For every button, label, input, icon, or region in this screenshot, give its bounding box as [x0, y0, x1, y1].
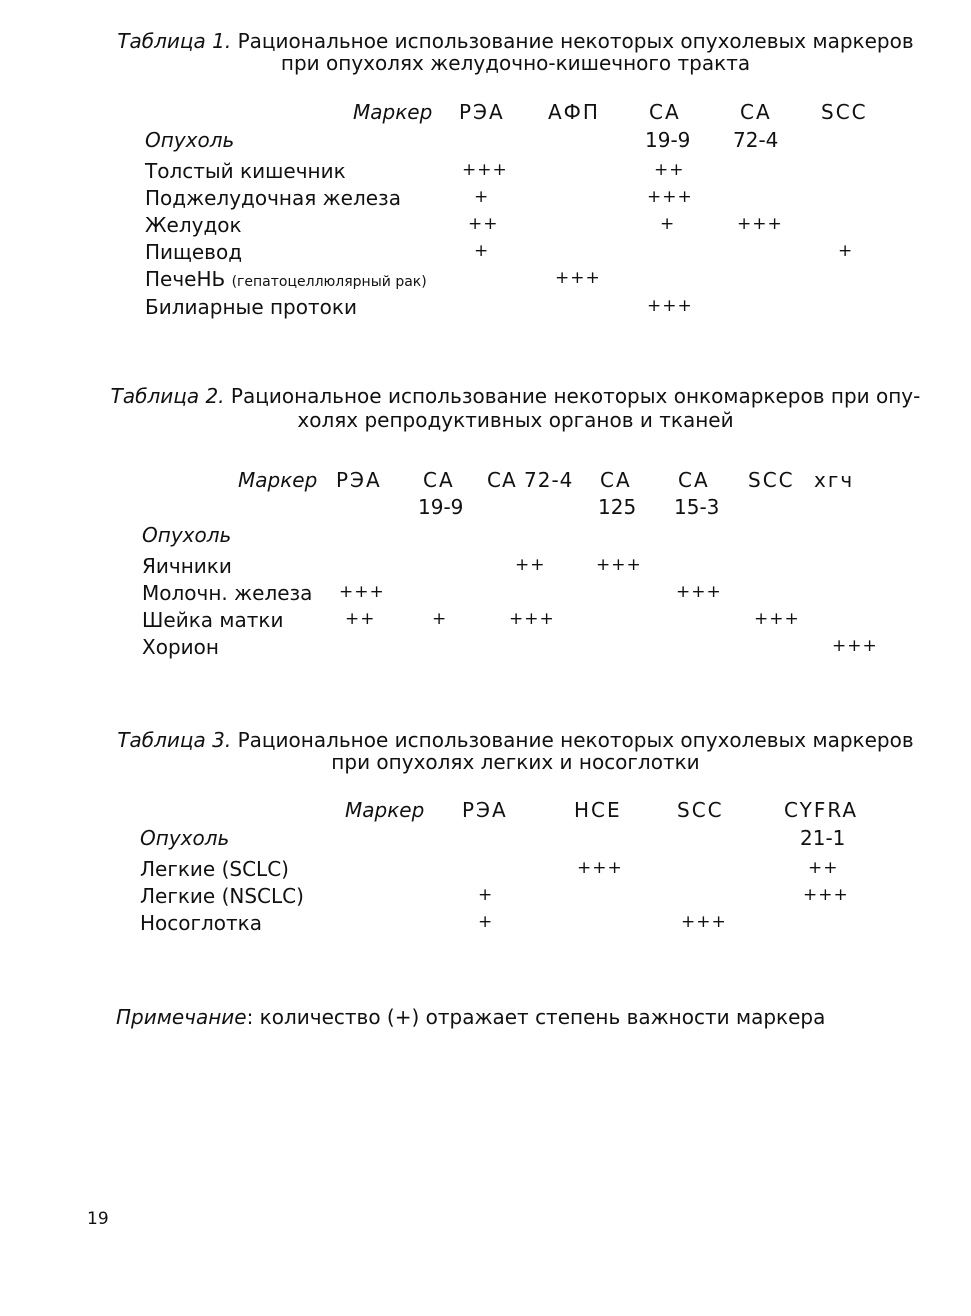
table2-cell: +++: [832, 636, 878, 656]
table1-cell: +++: [647, 296, 693, 316]
table1-cell: +++: [647, 187, 693, 207]
table2-tumor-label: Опухоль: [142, 523, 232, 547]
table3-row-name: Носоглотка: [140, 911, 263, 935]
table3-col-4-sub: 21-1: [800, 826, 846, 850]
table3-col-2: НСЕ: [574, 798, 622, 822]
table1-cell: ++: [654, 160, 685, 180]
table3-title-line2: при опухолях легких и носоглотки: [331, 750, 700, 774]
table3-title-line1: Рациональное использование некоторых опухолевых маркеров: [231, 728, 914, 752]
table2-col-1: РЭА: [336, 468, 382, 492]
table1-col-3: CA: [649, 100, 681, 124]
table1-cell: +: [660, 214, 676, 234]
table2-cell: +++: [676, 582, 722, 602]
table2-marker-label: Маркер: [238, 468, 318, 492]
table3-label: Таблица 3.: [117, 728, 232, 752]
footnote: [116, 1006, 825, 1028]
table1-title-line1: Рациональное использование некоторых опухолевых маркеров: [231, 29, 914, 53]
table1-col-1: РЭА: [459, 100, 505, 124]
table2-col-4-sub: 125: [598, 495, 637, 519]
table2-row-name: Шейка матки: [142, 608, 284, 632]
table2-cell: +++: [509, 609, 555, 629]
table1-marker-label: Маркер: [353, 100, 433, 124]
table2-row-name: Яичники: [142, 554, 232, 578]
table1-cell: +++: [555, 268, 601, 288]
table2-cell: ++: [515, 555, 546, 575]
table1-row-name: Билиарные протоки: [145, 295, 357, 319]
table2-cell: ++: [345, 609, 376, 629]
table1-row-name: [145, 268, 427, 293]
table1-row-name-text: ПечеНЬ: [145, 267, 226, 291]
table2-cell: +++: [339, 582, 385, 602]
footnote-text: : количество (+) отражает степень важности маркера: [246, 1005, 826, 1029]
table2-col-6: SCC: [748, 468, 795, 492]
table3-caption: [0, 729, 971, 751]
table2-caption: [0, 385, 971, 407]
table1-cell: ++: [468, 214, 499, 234]
table3-col-3: SCC: [677, 798, 724, 822]
table1-cell: +: [838, 241, 854, 261]
table1-cell: +++: [737, 214, 783, 234]
table1-col-2: АФП: [548, 100, 600, 124]
page-number: 19: [87, 1209, 109, 1229]
table3-marker-label: Маркер: [345, 798, 425, 822]
table1-row-note: (гепатоцеллюлярный рак): [231, 274, 427, 290]
table1-title-line2: при опухолях желудочно-кишечного тракта: [280, 51, 751, 75]
table3-cell: +: [478, 885, 494, 905]
table3-col-4: CYFRA: [784, 798, 859, 822]
table1-row-name: Пищевод: [145, 240, 243, 264]
table2-col-2-sub: 19-9: [418, 495, 464, 519]
table3-cell: +: [478, 912, 494, 932]
table3-tumor-label: Опухоль: [140, 826, 230, 850]
table3-cell: ++: [808, 858, 839, 878]
table2-col-5: CA: [678, 468, 710, 492]
table3-cell: +++: [577, 858, 623, 878]
table1-cell: +++: [462, 160, 508, 180]
table1-cell: +: [474, 187, 490, 207]
table3-col-1: РЭА: [462, 798, 508, 822]
table1-label: Таблица 1.: [117, 29, 232, 53]
table3-row-name: Легкие (SCLC): [140, 857, 289, 881]
table2-row-name: Молочн. железа: [142, 581, 313, 605]
table2-title-line1: Рациональное использование некоторых онкомаркеров при опу-: [224, 384, 921, 408]
table3-cell: +++: [681, 912, 727, 932]
table1-caption: [0, 30, 971, 52]
table2-col-5-sub: 15-3: [674, 495, 720, 519]
table2-title-line2: холях репродуктивных органов и тканей: [297, 408, 734, 432]
table2-cell: +++: [596, 555, 642, 575]
table3-cell: +++: [803, 885, 849, 905]
table2-cell: +: [432, 609, 448, 629]
table2-col-2: CA: [423, 468, 455, 492]
table2-col-4: CA: [600, 468, 632, 492]
table1-col-4-sub: 72-4: [733, 128, 779, 152]
table1-col-5: SCC: [821, 100, 868, 124]
table3-row-name: Легкие (NSCLC): [140, 884, 304, 908]
table1-tumor-label: Опухоль: [145, 128, 235, 152]
table2-label: Таблица 2.: [110, 384, 225, 408]
table1-cell: +: [474, 241, 490, 261]
table2-col-7: хгч: [814, 468, 855, 492]
table1-row-name: Желудок: [145, 213, 242, 237]
table1-col-3-sub: 19-9: [645, 128, 691, 152]
footnote-label: Примечание: [116, 1005, 247, 1029]
table1-row-name: Поджелудочная железа: [145, 186, 401, 210]
table1-row-name: Толстый кишечник: [145, 159, 346, 183]
table1-col-4: CA: [740, 100, 772, 124]
table2-col-3: CA 72-4: [487, 468, 574, 492]
table2-row-name: Хорион: [142, 635, 219, 659]
table2-cell: +++: [754, 609, 800, 629]
